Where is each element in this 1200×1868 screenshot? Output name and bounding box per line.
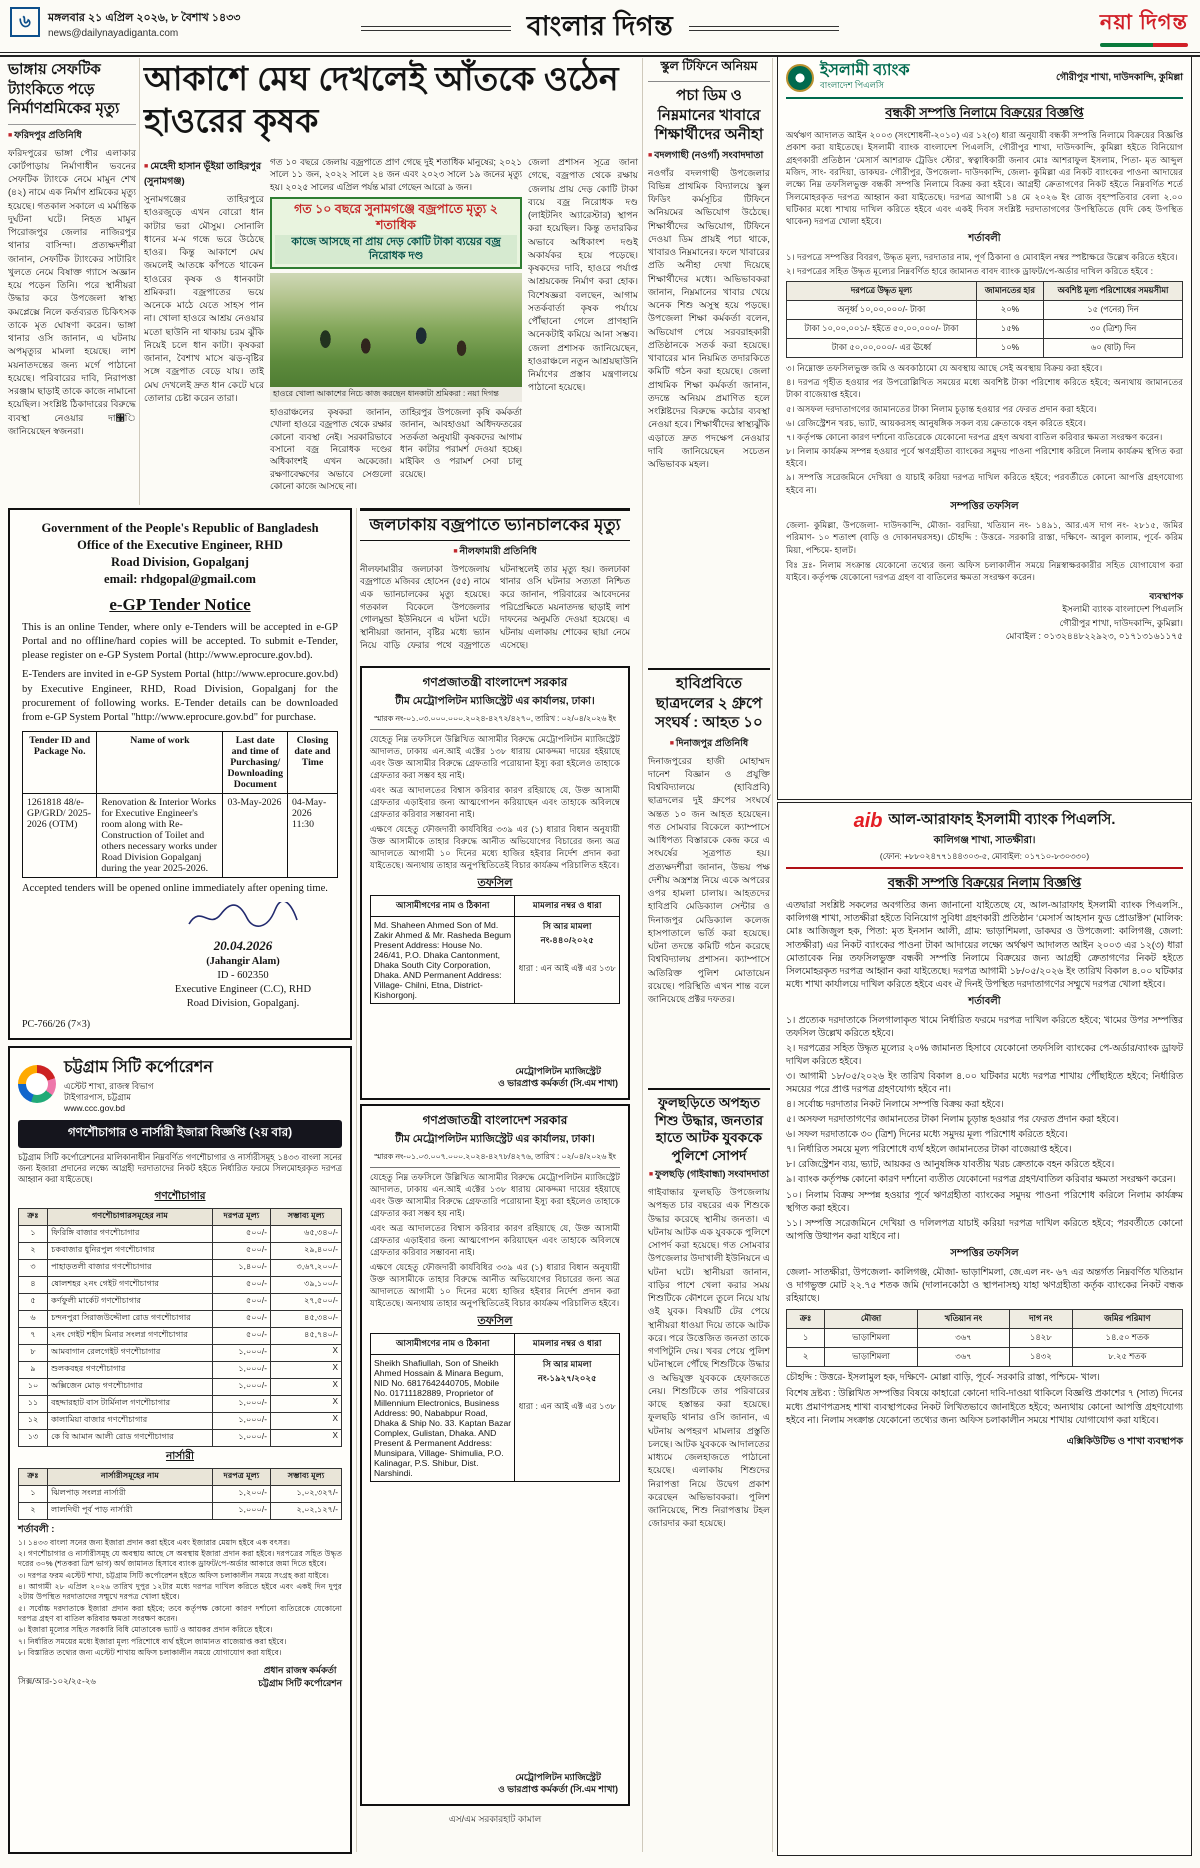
article-body: তাহিরপুর উপজেলা কৃষি কর্মকর্তা জানান, আবহাওয়া অধিদফতরের সতর্কতা অনুযায়ী কৃষকদের আগাম ধান কাটার পরামর্শ দেওয়া হচ্ছে। মাইকিং ও পরামর্শ সেবা চালু রয়েছে। [400, 406, 522, 479]
table-header-row: ক্রঃ গণশৌচাগারসমূহের নাম দরপত্র মূল্য সম্ভাব্য মূল্য [19, 1208, 342, 1225]
toilet-lease-table [18, 1208, 342, 1447]
term-item: ৯। ব্যাংক কর্তৃপক্ষ কোনো কারণ দর্শানো ব্যতীত যেকোনো দরপত্র গ্রহণ/বাতিল করিবার ক্ষমতা সংরক্ষণ করেন। [786, 1174, 1176, 1185]
term-item: ১১। সম্পত্তি সরেজমিনে দেখিয়া ও দলিলপত্র যাচাই করিয়া দরপত্র দাখিল করিতে হইবে; পরবর্তীতে কোনো আপত্তি উত্থাপন করা যাইবে না। [786, 1217, 1183, 1241]
schedule-heading: সম্পত্তির তফসিল [950, 1247, 1019, 1259]
table-header-row: ক্রঃ মৌজা খতিয়ান নং দাগ নং জমির পরিমাণ [787, 1310, 1183, 1329]
memo-line: স্মারক নং-০১.০৩.০০০.০০০.২০২৪-৪২৭২/৪২৭০, তারিখ : ০২/০৪/২০২৬ ইং [370, 713, 620, 730]
bank-name: আল-আরাফাহ ইসলামী ব্যাংক পিএলসি. [888, 812, 1116, 828]
signatory-office: Road Division, Gopalganj. [186, 998, 300, 1010]
term-item: ৭। নির্ধারিত সময়ের মধ্যে ইজারা মূল্য পরিশোধে ব্যর্থ হইলে জামানত বাজেয়াপ্ত করা হইবে। [18, 1636, 287, 1646]
press-reference: এস/এম সরকারহাট কামাল [448, 1814, 542, 1824]
table-row: ১১ বহদ্দারহাট বাস টার্মিনাল গণশৌচাগার ১,০০০/- X [19, 1395, 342, 1412]
tender-paragraph: E-Tenders are invited in e-GP System Portal (http://www.eprocure.gov.bd) by Executive Engineer, RHD, Road Division, Gopalganj for the procurement of following works. E-Tender details can be downloaded from e-GP System Portal "http://www.eprocure.gov.bd" for purchase. [22, 669, 338, 724]
case-section: ধারা : এন আই এক্ট এর ১৩৮ [518, 963, 616, 974]
lead-headline: আকাশে মেঘ দেখলেই আঁতকে ওঠেন হাওরের কৃষক [144, 60, 619, 139]
table-row: ৩ পাহাড়তলী বাজার গণশৌচাগার ১,৪০০/- ৩,৬৭,২০০/- [19, 1259, 342, 1276]
term-item: ১। দরপত্রে সম্পত্তির বিবরণ, উদ্ধৃত মূল্য, দরদাতার নাম, পূর্ণ ঠিকানা ও মোবাইল নম্বর স্পষ্টাক্ষরে উল্লেখ করিতে হইবে। [786, 251, 1178, 262]
term-item: ২। দরপত্রের সহিত উদ্ধৃত মূল্যের নিম্নবর্ণিত হারে জামানত বাবদ ব্যাংক ড্রাফট/পে-অর্ডার দাখিল করিতে হইবে : [786, 265, 1154, 276]
table-row [371, 1355, 620, 1482]
article-body: গাইবান্ধার ফুলছড়ি উপজেলায় অপহৃত চার বছরের এক শিশুকে উদ্ধার করেছে স্থানীয় জনতা। এ ঘটনায় আটক এক যুবককে পুলিশে সোপর্দ করা হয়েছে। গত সোমবার উপজেলার উদাখালী ইউনিয়নে এ ঘটনা ঘটে। স্থানীয়রা জানান, বাড়ির পাশে খেলা করার সময় শিশুটিকে কৌশলে তুলে নিয়ে যায় ওই যুবক। বিষয়টি টের পেয়ে স্থানীয়রা ধাওয়া দিয়ে তাকে আটক করে। পরে উত্তেজিত জনতা তাকে গণপিটুনি দেয়। খবর পেয়ে পুলিশ ঘটনাস্থলে পৌঁছে শিশুটিকে উদ্ধার ও অভিযুক্ত যুবককে হেফাজতে নেয়। শিশুটিকে তার পরিবারের কাছে হস্তান্তর করা হয়েছে। ফুলছড়ি থানার ওসি জানান, এ ঘটনায় অপহরণ মামলার প্রস্তুতি চলছে। আটক যুবককে আদালতের মাধ্যমে জেলহাজতে পাঠানো হয়েছে। এলাকায় শিশুদের নিরাপত্তা নিয়ে উদ্বেগ প্রকাশ করেছেন অভিভাবকরা। পুলিশ জানিয়েছে, শিশু নিরাপত্তায় টহল জোরদার করা হয়েছে। [648, 1187, 770, 1529]
term-item: ৭। নির্ধারিত সময়ে মূল্য পরিশোধে ব্যর্থ হইলে জামানতের টাকা বাজেয়াপ্ত হইবে। [786, 1144, 1072, 1155]
office-line: টীম মেট্রোপলিটন ম্যাজিস্ট্রেট এর কার্যালয়, ঢাকা। [395, 695, 595, 707]
terms-list-2 [786, 362, 1183, 496]
haor-field-photo [270, 273, 522, 387]
org-address-1: এস্টেট শাখা, রাজস্ব বিভাগ [64, 1081, 154, 1091]
ad-signatory: এক্সিকিউটিভ ও শাখা ব্যবস্থাপক [1066, 1435, 1183, 1447]
term-item: ৩। নিম্নোক্ত তফসিলভুক্ত জমি ও অবকাঠামো যে অবস্থায় আছে সেই অবস্থায় বিক্রয় করা হইবে। [786, 363, 1103, 374]
notice-paragraph: এবং অত্র আদালতের বিশ্বাস করিবার কারণ রহিয়াছে যে, উক্ত আসামী গ্রেফতার এড়াইবার জন্য আত্মগোপন করিয়াছেন এবং তাহাকে অবিলম্বে গ্রেফতার করিবার সম্ভাবনা নাই। [370, 785, 620, 820]
signatory-subtitle: ও ভারপ্রাপ্ত কর্মকর্তা (সি.এম শাখা) [498, 1078, 618, 1089]
photo-caption: হাওরে খোলা আকাশের নিচে কাজ করছেন ধানকাটা শ্রমিকরা : নয়া দিগন্ত [270, 387, 522, 401]
article-headline: পচা ডিম ও নিম্নমানের খাবারে শিক্ষার্থীদের অনীহা [654, 87, 764, 143]
signatory-title: মেট্রোপলিটন ম্যাজিস্ট্রেট [515, 1771, 601, 1782]
notice-title: বন্ধকী সম্পত্তি নিলামে বিক্রয়ের বিজ্ঞপ্তি [885, 105, 1084, 120]
tender-paragraph: This is an online Tender, where only e-Tenders will be accepted in e-GP Portal and no offline/hard copies will be accepted. To submit e-Tender, please register on e-GP System Portal (http://www.eprocure.gov.bd). [22, 621, 338, 662]
notice-paragraph: এক্ষণে যেহেতু ফৌজদারী কার্যবিধির ৩৩৯ এর (১) ধারার বিধান অনুযায়ী উক্ত আসামীকে তাহার বিরুদ্ধে আনীত অভিযোগের বিচারের জন্য অত্র আদালতে আগামী ১০ দিনের মধ্যে হাজির হইবার নির্দেশ প্রদান করা যাইতেছে। অন্যথায় তাহার অনুপস্থিতিতেই বিচার কার্যক্রম পরিচালিত হইবে। [370, 824, 620, 871]
article-byline: ■ নীলফামারী প্রতিনিধি [360, 545, 630, 560]
press-reference: PC-766/26 (7×3) [22, 1019, 91, 1030]
notice-title-bar: গণশৌচাগার ও নার্সারী ইজারা বিজ্ঞপ্তি (২য় বার) [18, 1120, 342, 1148]
article-body: হাওরাঞ্চলের কৃষকরা জানান, খোলা হাওরে বজ্রপাত থেকে রক্ষার কোনো ব্যবস্থা নেই। সরকারিভাবে বসানো বজ্র নিরোধক দণ্ডের অধিকাংশই এখন অকেজো। রক্ষণাবেক্ষণের অভাবে সেগুলো কোনো কাজে আসছে না। [270, 406, 392, 492]
term-item: ২। দরপত্রের সহিত উদ্ধৃত মূল্যের ২০% জামানত হিসাবে যেকোনো তফসিলি ব্যাংকের পে-অর্ডার/ব্যাংক ড্রাফট দাখিল করিতে হইবে। [786, 1043, 1183, 1067]
lead-column-3 [528, 156, 638, 505]
article-haor-lightning [144, 58, 638, 505]
ccc-header-text [64, 1054, 213, 1115]
article-school-tiffin [648, 58, 770, 660]
term-item: ১০। নিলাম বিক্রয় সম্পন্ন হওয়ার পূর্বে ঋণগ্রহীতা ব্যাংকের সমুদয় পাওনা পরিশোধ করিলে নিলাম কার্যক্রম স্থগিত করা হইবে। [786, 1189, 1183, 1213]
highlight-box [270, 197, 522, 269]
term-item: ৩। দরপত্র ফরম এস্টেট শাখা, চট্টগ্রাম সিটি কর্পোরেশন হইতে অফিস চলাকালীন সময়ে সংগ্রহ করা যাইবে। [18, 1570, 329, 1580]
table-header-row: আসামীগণের নাম ও ঠিকানা মামলার নম্বর ও ধারা [371, 1334, 620, 1355]
notice-paragraph: এবং অত্র আদালতের বিশ্বাস করিবার কারণ রহিয়াছে যে, উক্ত আসামী গ্রেফতার এড়াইবার জন্য আত্মগোপন করিয়াছেন এবং তাহাকে অবিলম্বে গ্রেফতার করিবার সম্ভাবনা নাই। [370, 1223, 620, 1258]
terms-heading: শর্তাবলী [968, 996, 1001, 1008]
bounds-text: চৌহদ্দি : উত্তরে- ইসলামুল হক, দক্ষিণে- মোল্লা বাড়ি, পূর্বে- সরকারি রাস্তা, পশ্চিমে- খাল। [786, 1372, 1100, 1383]
table-header-row: Tender ID and Package No. Name of work Last date and time of Purchasing/ Downloading Document Closing date and Time [23, 731, 338, 793]
table-row: ৮ আমবাগান রেলগেইট গণশৌচাগার ১,০০০/- X [19, 1344, 342, 1361]
tender-title: e-GP Tender Notice [109, 594, 251, 614]
deposit-rate-table [786, 281, 1183, 358]
notice-paragraph: এক্ষণে যেহেতু ফৌজদারী কার্যবিধির ৩৩৯ এর (১) ধারার বিধান অনুযায়ী উক্ত আসামীকে তাহার বিরুদ্ধে আনীত অভিযোগের বিচারের জন্য অত্র আদালতে আগামী ১০ দিনের মধ্যে হাজির হইবার নির্দেশ প্রদান করা যাইতেছে। অন্যথায় তাহার অনুপস্থিতিতেই বিচার কার্যক্রম পরিচালিত হইবে। [370, 1262, 620, 1309]
term-item: ৫। সর্বোচ্চ দরদাতাকে ইজারা প্রদান করা হইবে; তবে কর্তৃপক্ষ কোনো কারণ দর্শানো ব্যতিরেকে যেকোনো দরপত্র গ্রহণ বা বাতিল করিবার ক্ষমতা সংরক্ষণ করেন। [18, 1603, 342, 1624]
stats-text: গত ১০ বছরে জেলায় বজ্রপাতে প্রাণ গেছে দুই শতাধিক মানুষের; ২০২১ সালে ১১ জন, ২০২২ সালে ২৪ জন এবং ২০২৩ সালে ১৯ জনের মৃত্যু হয়। ২০২৫ সালের এপ্রিল পর্যন্ত মারা গেছেন আরো ৯ জন। [270, 157, 522, 192]
term-item: ৬। ইজারা মূল্যের সহিত সরকারি বিধি মোতাবেক ভ্যাট ও আয়কর প্রদান করিতে হইবে। [18, 1625, 273, 1635]
bank-identity [786, 809, 1183, 833]
table-row: ৬ চন্দনপুরা সিরাজউদ্দৌলা রোড গণশৌচাগার ৫০০/- ৪৫,৩৪০/- [19, 1310, 342, 1327]
property-table [786, 1309, 1183, 1367]
term-item: ৮। রেজিস্ট্রেশন ব্যয়, ভ্যাট, আয়কর ও আনুষঙ্গিক যাবতীয় খরচ ক্রেতাকে বহন করিতে হইবে। [786, 1159, 1115, 1170]
gov-line: গণপ্রজাতন্ত্রী বাংলাদেশ সরকার [422, 1113, 568, 1127]
table-row: ১০ অক্সিজেন মোড় গণশৌচাগার ১,০০০/- X [19, 1378, 342, 1395]
court-signatory [498, 1065, 618, 1090]
table-row: ২ চকবাজার ধুনিরপুল গণশৌচাগার ৫০০/- ২৯,৪০০/- [19, 1242, 342, 1259]
section-heading-toilets: গণশৌচাগার [154, 1189, 206, 1202]
ad-header [786, 63, 1183, 99]
page-header [0, 0, 1200, 52]
signatory-org: চট্টগ্রাম সিটি কর্পোরেশন [258, 1677, 342, 1688]
accused-table [370, 895, 620, 1004]
article-body: ফরিদপুরের ভাঙ্গা পৌর এলাকার কোর্টপাড়ায় নির্মাণাধীন ভবনের সেফটিক ট্যাংকে নেমে মামুন শেখ (৪২) নামে এক নির্মাণ শ্রমিকের মৃত্যু হয়েছে। গতকাল সকালে এ মর্মান্তিক দুর্ঘটনা ঘটে। নিহত মামুন পিরোজপুর জেলার নাজিরপুর থানার বাসিন্দা। প্রত্যক্ষদর্শীরা জানান, সেফটিক ট্যাংকের সাটারিং খুলতে নেমে বিষাক্ত গ্যাসে অজ্ঞান হয়ে পড়েন তিনি। পরে স্থানীয়রা উদ্ধার করে উপজেলা স্বাস্থ্য কমপ্লেক্সে নিলে কর্তব্যরত চিকিৎসক তাকে মৃত ঘোষণা করেন। ভাঙ্গা থানার ওসি জানান, এ ঘটনায় অপমৃত্যুর মামলা হয়েছে। লাশ ময়নাতদন্তের জন্য মর্গে পাঠানো হয়েছে। পরিবারের দাবি, নিরাপত্তা সরঞ্জাম ছাড়াই তাকে কাজে নামানো হয়েছিল। সংশ্লিষ্ট ঠিকাদারের বিরুদ্ধে ব্যবস্থা নেওয়ার দা঱ি জানিয়েছেন স্বজনরা। [8, 147, 136, 436]
tender-note: Accepted tenders will be opened online immediately after opening time. [22, 882, 328, 894]
article-jaldhaka-lightning [360, 508, 630, 660]
signatory-id: ID - 602350 [217, 969, 269, 981]
article-byline: ■ মেহেদী হাসান ভূঁইয়া তাহিরপুর (সুনামগঞ্জ) [144, 160, 264, 190]
org-website: www.ccc.gov.bd [64, 1103, 125, 1114]
article-headline: হাবিপ্রবিতে ছাত্রদলের ২ গ্রুপে সংঘর্ষ : আহত ১০ [648, 668, 770, 733]
ccc-signatory [258, 1664, 342, 1689]
nursery-lease-table [18, 1468, 342, 1520]
article-byline: ■ দিনাজপুর প্রতিনিধি [648, 737, 770, 752]
schedule-heading: তফসিল [477, 877, 513, 890]
lead-column-middle [270, 156, 522, 505]
contact-branch: গৌরীপুর শাখা, দাউদকান্দি, কুমিল্লা। [1059, 617, 1183, 628]
signatory-title: মেট্রোপলিটন ম্যাজিস্ট্রেট [515, 1065, 601, 1076]
column-rule [356, 508, 357, 1852]
terms-list [786, 251, 1183, 277]
term-item: ৪। সর্বোচ্চ দরদাতার নিকট নিলামে সম্পত্তি বিক্রয় করা হইবে। [786, 1099, 1004, 1110]
term-item: ৪। দরপত্র গৃহীত হওয়ার পর উপরোল্লিখিত সময়ের মধ্যে অবশিষ্ট টাকা পরিশোধ করিতে হইবে; অন্যথায় জামানতের টাকা বাজেয়াপ্ত হইবে। [786, 377, 1183, 400]
column-rule [139, 58, 140, 505]
signature-scribble [183, 902, 303, 932]
table-row: অনূর্ধ্ব ১০,০০,০০০/- টাকা ২০% ১৫ (পনের) দিন [787, 301, 1183, 320]
accused-details: Md. Shaheen Ahmed Son of Md. Zakir Ahmed & Mr. Rasheda Begum Present Address: House No. 246/41, P.O. Dhaka Cantonment, Dhaka South City Corporation, Dhaka. AND Permanent Address: Village- Chilni, Etna, District-Kishorgonj. [371, 917, 515, 1004]
article-fulchhari-rescue [648, 1088, 770, 1848]
contact-email: news@dailynayadiganta.com [48, 28, 179, 39]
notice-note: বিঃ দ্রঃ- নিলাম সংক্রান্ত যেকোনো তথ্যের জন্য অফিস চলাকালীন সময়ে নিম্নস্বাক্ষরকারীর সহিত যোগাযোগ করা যাইবে। কর্তৃপক্ষ যেকোনো দরপত্র গ্রহণ বা বাতিলের ক্ষমতা সংরক্ষণ করেন। [786, 559, 1183, 583]
signatory-title: প্রধান রাজস্ব কর্মকর্তা [263, 1665, 337, 1676]
egp-tender-notice [8, 508, 352, 1040]
case-number: সি আর মামলা নং-৪৪০/২০২৫ [540, 921, 594, 946]
article-byline: ■ ফরিদপুর প্রতিনিধি [8, 129, 136, 144]
table-row: ১ ভাড়াশিমলা ৩৬৭ ১৪২৮ ১৪.৫০ শতক [787, 1329, 1183, 1348]
islami-bank-logo-icon [786, 64, 814, 92]
page-number: ৬ [19, 10, 31, 31]
org-name: চট্টগ্রাম সিটি কর্পোরেশন [64, 1059, 213, 1076]
tender-table [22, 731, 338, 878]
date-line: মঙ্গলবার ২১ এপ্রিল ২০২৬, ৮ বৈশাখ ১৪৩৩ [48, 12, 241, 24]
term-item: ১। ১৪৩৩ বাংলা সনের জন্য ইজারা প্রদান করা হইবে এবং ইজারার মেয়াদ হইবে এক বৎসর। [18, 1537, 290, 1547]
article-headline: ভাঙ্গায় সেফটিক ট্যাংকিতে পড়ে নির্মাণশ্রমিকের মৃত্যু [8, 60, 136, 125]
term-item: ৫। অসফল দরদাতাগণের জামানতের টাকা নিলাম চূড়ান্ত হওয়ার পর ফেরত প্রদান করা হইবে। [786, 1114, 1119, 1125]
logo-swoosh-icon [1100, 43, 1188, 47]
masthead-rule-left [361, 26, 511, 31]
term-item: ৬। সফল দরদাতাকে ৩০ (ত্রিশ) দিনের মধ্যে সমুদয় মূল্য পরিশোধ করিতে হইবে। [786, 1129, 1068, 1140]
masthead-rule-right [689, 26, 839, 31]
section-masthead-title: বাংলার দিগন্ত [526, 11, 674, 41]
term-item: ২। গণশৌচাগার ও নার্সারীসমূহ যে অবস্থায় আছে সে অবস্থায় ইজারা প্রদান করা হইবে। দরপত্রের সহিত উদ্ধৃত দরের ৩০% (শতকরা ত্রিশ ভাগ) অর্থ জামানত হিসাবে ব্যাংক ড্রাফট/পে-অর্ডার আকারে জমা দিতে হইবে। [18, 1549, 342, 1569]
table-header-row: ক্রঃ নার্সারীসমূহের নাম দরপত্র মূল্য সম্ভাব্য মূল্য [19, 1468, 342, 1485]
case-number: সি আর মামলা নং-১৯২৭/২০২৫ [537, 1359, 597, 1384]
table-row: ৯ শুলকবহর গণশৌচাগার ১,০০০/- X [19, 1361, 342, 1378]
email-line: email: rhdgopal@gmail.com [104, 571, 256, 586]
contact-block [786, 590, 1183, 644]
terms-list [18, 1538, 342, 1658]
notice-intro: চট্টগ্রাম সিটি কর্পোরেশনের মালিকানাধীন নিম্নবর্ণিত গণশৌচাগার ও নার্সারীসমূহ ১৪৩৩ বাংলা সনের জন্য ইজারা প্রদানের লক্ষ্যে আগ্রহী দরদাতাদের নিকট হইতে নির্ধারিত ফরমে সিলমোহরকৃত দরপত্র আহ্বান করা যাইতেছে। [18, 1151, 342, 1185]
article-body: দিনাজপুরের হাজী মোহাম্মদ দানেশ বিজ্ঞান ও প্রযুক্তি বিশ্ববিদ্যালয়ে (হাবিপ্রবি) ছাত্রদলের দুই গ্রুপের সংঘর্ষে অন্তত ১০ জন আহত হয়েছেন। গত সোমবার বিকেলে ক্যাম্পাসে আধিপত্য বিস্তারকে কেন্দ্র করে এ সংঘর্ষের সূত্রপাত হয়। প্রত্যক্ষদর্শীরা জানান, উভয় পক্ষ দেশীয় অস্ত্রশস্ত্র নিয়ে একে অপরের ওপর হামলা চালায়। আহতদের হাবিপ্রবি মেডিক্যাল সেন্টার ও দিনাজপুর মেডিক্যাল কলেজ হাসপাতালে ভর্তি করা হয়েছে। ঘটনা তদন্তে কমিটি গঠন করেছে বিশ্ববিদ্যালয় প্রশাসন। ক্যাম্পাসে অতিরিক্ত পুলিশ মোতায়েন রয়েছে। পরিস্থিতি এখন শান্ত বলে জানিয়েছে প্রক্টর দফতর। [648, 755, 770, 1004]
accused-table [370, 1333, 620, 1482]
article-habiprabi-clash [648, 668, 770, 1082]
notice-intro: এতদ্বারা সংশ্লিষ্ট সকলের অবগতির জন্য জানানো যাইতেছে যে, আল-আরাফাহ ইসলামী ব্যাংক পিএলসি., কালিগঞ্জ শাখা, সাতক্ষীরা হইতে বিনিয়োগ সুবিধা গ্রহণকারী প্রতিষ্ঠান ‘মেসার্স আহসান ফুড প্রোডাক্টস’ (মালিক: মোঃ আজিজুল হক, পিতা: মৃত ইনসান আলী, গ্রাম: ভাড়াশিমলা, ডাকঘর ও উপজেলা: কালিগঞ্জ, জেলা: সাতক্ষীরা) এর নিকট ব্যাংকের পাওনা টাকা আদায়ের লক্ষ্যে অর্থঋণ আদালত আইন ২০০৩ এর ১২(৩) ধারা মোতাবেক নিম্ন তফসিলভুক্ত বন্ধকী সম্পত্তি নিলামে বিক্রয়ের জন্য আগ্রহী ক্রেতাগণের নিকট হইতে সিলমোহরকৃত দরপত্র আহ্বান করা যাইতেছে। দরপত্র আগামী ১৮/০৫/২০২৬ ইং তারিখ বিকাল ৪.০০ ঘটিকার মধ্যে শাখা কার্যালয়ে দাখিল করিতে হইবে এবং ঐ দিনই উপস্থিত দরদাতাগণের সম্মুখে দরপত্র খোলা হইবে। [786, 900, 1183, 990]
term-item: ৯। সম্পত্তি সরেজমিনে দেখিয়া ও যাচাই করিয়া দরপত্র দাখিল করিতে হইবে; পরবর্তীতে কোনো আপত্তি গ্রহণযোগ্য হইবে না। [786, 472, 1183, 495]
article-headline: ফুলছড়িতে অপহৃত শিশু উদ্ধার, জনতার হাতে আটক যুবককে পুলিশে সোপর্দ [648, 1088, 770, 1164]
contact-designation: ব্যবস্থাপক [1149, 590, 1183, 601]
term-item: ৭। কর্তৃপক্ষ কোনো কারণ দর্শানো ব্যতিরেকে যেকোনো দরপত্র গ্রহণ অথবা বাতিল করিবার ক্ষমতা সংরক্ষণ করেন। [786, 431, 1163, 442]
highlight-line-1: গত ১০ বছরে সুনামগঞ্জে বজ্রপাতে মৃত্যু ২ শতাধিক [294, 201, 498, 232]
notice-intro: অর্থঋণ আদালত আইন ২০০৩ (সংশোধনী-২০১০) এর ১২(৩) ধারা অনুযায়ী বন্ধকী সম্পত্তি নিলামে বিক্রয়ের বিজ্ঞপ্তি প্রকাশ করা যাইতেছে। ইসলামী ব্যাংক বাংলাদেশ পিএলসি, গৌরীপুর শাখা, দাউদকান্দি, কুমিল্লা হইতে বিনিয়োগ গ্রহণকারী প্রতিষ্ঠান ‘মেসার্স আশরাফ ট্রেডিং স্টোর’, স্বত্বাধিকারী জনাব মোঃ আশরাফুল ইসলাম, পিতা- মৃত আব্দুল মজিদ, সাং- বরদিয়া, ডাকঘর- গৌরীপুর, উপজেলা- দাউদকান্দি, জেলা- কুমিল্লা এর নিকট ব্যাংকের পাওনা আদায়ের লক্ষ্যে নিম্ন তফসিলভুক্ত বন্ধকী সম্পত্তি নিলামে বিক্রয় করা হইবে। আগ্রহী ক্রেতাগণের নিকট হইতে নিম্নবর্ণিত শর্তে সিলমোহরকৃত দরপত্র আহ্বান করা যাইতেছে। দরপত্র আগামী ১৪ মে ২০২৬ ইং রোজ বৃহস্পতিবার বেলা ২.০০ ঘটিকার মধ্যে শাখায় দাখিল করিতে হইবে এবং একই দিবস সংশ্লিষ্ট দরদাতাগণের উপস্থিতিতে (যদি কেহ উপস্থিত থাকেন) দরপত্র খোলা হইবে। [786, 130, 1183, 227]
office-line: টীম মেট্রোপলিটন ম্যাজিস্ট্রেট এর কার্যালয়, ঢাকা। [395, 1133, 595, 1145]
term-item: ৩। আগামী ১৮/০৫/২০২৬ ইং তারিখ বিকাল ৪.০০ ঘটিকার মধ্যে দরপত্র শাখায় পৌঁছাইতে হইবে; নির্ধারিত সময়ের পরে প্রাপ্ত দরপত্র গ্রহণযোগ্য হইবে না। [786, 1071, 1183, 1095]
term-item: ৪। আগামী ২৮ এপ্রিল ২০২৬ তারিখ দুপুর ১২টার মধ্যে দরপত্র দাখিল করিতে হইবে এবং একই দিন দুপুর ২টায় উপস্থিত দরদাতাদের সম্মুখে দরপত্র খোলা হইবে। [18, 1582, 342, 1602]
ccc-lease-notice [8, 1046, 352, 1854]
section-heading-nursery: নার্সারী [165, 1449, 195, 1462]
office-line: Office of the Executive Engineer, RHD [77, 537, 283, 552]
gov-line: গণপ্রজাতন্ত্রী বাংলাদেশ সরকার [422, 675, 568, 689]
aib-logo-icon: aib [853, 810, 883, 832]
court-notice-1 [360, 666, 630, 1100]
gov-line: Government of the People's Republic of Bangladesh [41, 521, 319, 535]
article-septic-tank-death [8, 60, 136, 504]
islami-bank-auction-notice [777, 56, 1192, 800]
article-byline: ■ ফুলছড়ি (গাইবান্ধা) সংবাদদাতা [648, 1168, 770, 1183]
term-item: ৮। বিস্তারিত তথ্যের জন্য এস্টেট শাখায় অফিস চলাকালীন সময়ে যোগাযোগ করা যাইবে। [18, 1647, 282, 1657]
terms-heading: শর্তাবলী : [18, 1523, 55, 1535]
ccc-logo-icon [18, 1065, 56, 1103]
org-address-2: টাইগারপাস, চট্টগ্রাম [64, 1092, 132, 1103]
table-row: ৫ কর্ণফুলী মার্কেট গণশৌচাগার ৫০০/- ২৭,৫০০/- [19, 1293, 342, 1310]
ccc-footer [18, 1664, 342, 1689]
term-item: ১। প্রত্যেক দরদাতাকে সিলগালাকৃত খামে নির্ধারিত ফরমে দরপত্র দাখিল করিতে হইবে; খামের উপর সম্পত্তির তফসিল উল্লেখ করিতে হইবে। [786, 1015, 1183, 1039]
schedule-text: জেলা- সাতক্ষীরা, উপজেলা- কালিগঞ্জ, মৌজা- ভাড়াশিমলা, জে.এল নং- ৬৭ এর অন্তর্গত নিম্নবর্ণিত খতিয়ান ও দাগভুক্ত মোট ২২.৭৫ শতক জমি (দালানকোঠা ও স্থাপনাসহ) যাহা ঋণগ্রহীতা কর্তৃক ব্যাংকের নিকট বন্ধক রহিয়াছে। [786, 1266, 1183, 1303]
term-item: ৬। রেজিস্ট্রেশন খরচ, ভ্যাট, আয়করসহ আনুষঙ্গিক সকল ব্যয় ক্রেতাকে বহন করিতে হইবে। [786, 417, 1086, 428]
signatory-title: Executive Engineer (C.C), RHD [174, 983, 312, 995]
article-byline: ■ বদলগাছী (নওগাঁ) সংবাদদাতা [648, 149, 770, 164]
naya-diganta-logo [1100, 6, 1188, 47]
column-rule [642, 58, 643, 1852]
al-arafah-auction-notice [777, 802, 1192, 1856]
accused-details: Sheikh Shafiullah, Son of Sheikh Ahmed Hossain & Minara Begum, NID No. 6817642440705, Mobile No. 01711182889, Proprietor of Millennium Electronics, Business Address: 90, Nababpur Road, Dhaka & Ship No. 33. Kaptan Bazar Complex, Gulistan, Dhaka. AND Present & Permanent Address: Munsipara, Village- Shimulia, P.O. Kalinagar, P.S. Shibur, Dist. Narshindi. [371, 1355, 515, 1482]
table-row: ৭ ২নং গেইট শহীদ মিনার সংলগ্ন গণশৌচাগার ৫০০/- ৪৫,৭৪০/- [19, 1327, 342, 1344]
notice-title: বন্ধকী সম্পত্তি বিক্রয়ের নিলাম বিজ্ঞপ্তি [887, 875, 1082, 890]
table-row: ৪ ষোলশহর ২নং গেইট গণশৌচাগার ৫০০/- ৩৯,১০০/- [19, 1276, 342, 1293]
terms-list [786, 1014, 1183, 1242]
press-reference: সিক্স/আর-১০২/২৫-২৬ [18, 1676, 96, 1687]
branch-name: গৌরীপুর শাখা, দাউদকান্দি, কুমিল্লা [1055, 71, 1183, 83]
table-row: ২ লালদিঘী পূর্ব পাড় নার্সারী ১,০০০/- ২,০২,১২৭/- [19, 1502, 342, 1519]
table-header-row: আসামীগণের নাম ও ঠিকানা মামলার নম্বর ও ধারা [371, 896, 620, 917]
column-rule [772, 58, 773, 1852]
branch-name: কালিগঞ্জ শাখা, সাতক্ষীরা। [933, 835, 1036, 846]
masthead [0, 6, 1200, 51]
memo-line: স্মারক নং-০১.০৩.০০৭.০০০.২০২৪-৪২৭৮/৪২৭৬, তারিখ : ০২/০৪/২০২৬ ইং [370, 1151, 620, 1168]
table-row: ১ ঝিলপাড় সংলগ্ন নার্সারী ১,২০০/- ১,০২,৩২৭/- [19, 1485, 342, 1502]
term-item: ৫। অসফল দরদাতাগণের জামানতের টাকা নিলাম চূড়ান্ত হওয়ার পর ফেরত প্রদান করা হইবে। [786, 403, 1097, 414]
article-body: নওগাঁর বদলগাছী উপজেলার বিভিন্ন প্রাথমিক বিদ্যালয়ে স্কুল ফিডিং কর্মসূচির টিফিনে অনিয়মের অভিযোগ উঠেছে। শিক্ষার্থীদের অভিযোগ, টিফিনে দেওয়া ডিম প্রায়ই পচা থাকে, খাবারও নিম্নমানের। ফলে খাবারের প্রতি অনীহা দেখা দিয়েছে শিক্ষার্থীদের মধ্যে। অভিভাবকরা জানান, নিম্নমানের খাবার খেয়ে অনেক শিশু অসুস্থ হয়ে পড়ছে। উপজেলা শিক্ষা কর্মকর্তা বলেন, অভিযোগ পেয়ে সরবরাহকারী প্রতিষ্ঠানকে সতর্ক করা হয়েছে। খাবারের মান নিয়মিত তদারকিতে কমিটি গঠন করা হয়েছে। জেলা প্রাথমিক শিক্ষা কর্মকর্তা জানান, তদন্তে অনিয়ম প্রমাণিত হলে সংশ্লিষ্টদের বিরুদ্ধে কঠোর ব্যবস্থা নেওয়া হবে। শিক্ষার্থীদের স্বাস্থ্যঝুঁকি এড়াতে দ্রুত পদক্ষেপ নেওয়ার দাবি জানিয়েছেন সচেতন অভিভাবক মহল। [648, 167, 770, 469]
table-header-row: দরপত্রে উদ্ধৃত মূল্য জামানতের হার অবশিষ্ট মূল্য পরিশোধের সময়সীমা [787, 282, 1183, 301]
court-signatory [498, 1771, 618, 1796]
lead-column-1 [144, 156, 264, 505]
bank-name: ইসলামী ব্যাংক [820, 62, 910, 79]
division-line: Road Division, Gopalganj [111, 554, 249, 569]
contact-bank: ইসলামী ব্যাংক বাংলাদেশ পিএলসি [1062, 604, 1183, 615]
case-cell [515, 917, 620, 1004]
contact-mobile: মোবাইল : ০১৩২৪৪৮২২৯২৩, ০১৭১৩১৬১১৭৫ [1005, 631, 1183, 642]
schedule-heading: তফসিল [477, 1315, 513, 1328]
term-item: ৮। নিলাম কার্যক্রম সম্পন্ন হওয়ার পূর্বে ঋণগ্রহীতা ব্যাংকের সমুদয় পাওনা পরিশোধ করিলে নিলাম কার্যক্রম স্থগিত করা হইবে। [786, 446, 1183, 469]
lead-subcolumns [270, 406, 522, 493]
table-row: ২ ভাড়াশিমলা ৩৬৭ ১৪৩২ ৮.২৫ শতক [787, 1348, 1183, 1367]
bank-subtitle: বাংলাদেশ পিএলসি [820, 80, 884, 90]
table-row: টাকা ১০,০০,০০১/- হইতে ৫০,০০,০০০/- টাকা ১৫% ৩০ (ত্রিশ) দিন [787, 320, 1183, 339]
table-row [371, 917, 620, 1004]
case-section: ধারা : এন আই এক্ট এর ১৩৮ [518, 1401, 616, 1412]
bank-name-block [820, 63, 910, 93]
signatory-subtitle: ও ভারপ্রাপ্ত কর্মকর্তা (সি.এম শাখা) [498, 1784, 618, 1795]
article-headline: জলঢাকায় বজ্রপাতে ভ্যানচালকের মৃত্যু [360, 508, 630, 541]
article-kicker: স্কুল টিফিনে অনিয়ম [648, 58, 770, 82]
bank-identity [786, 63, 910, 93]
table-row: ১২ কালামিয়া বাজার গণশৌচাগার ১,০০০/- X [19, 1412, 342, 1429]
signature-block [148, 902, 338, 1011]
case-cell [515, 1355, 620, 1482]
notice-note: বিশেষ দ্রষ্টব্য : উল্লিখিত সম্পত্তির বিষয়ে কাহারো কোনো দাবি-দাওয়া থাকিলে বিজ্ঞপ্তি প্রকাশের ৭ (সাত) দিনের মধ্যে প্রমাণপত্রসহ শাখা ব্যবস্থাপকের নিকট লিখিতভাবে জানাইতে হইবে; অন্যথায় কোনো আপত্তি গ্রহণযোগ্য হইবে না। নিলাম সংক্রান্ত যেকোনো তথ্যের জন্য অফিস চলাকালীন সময়ে শাখায় যোগাযোগ করা যাইবে। [786, 1388, 1183, 1425]
article-body: জেলা প্রশাসন সূত্রে জানা গেছে, বজ্রপাত থেকে রক্ষায় জেলায় প্রায় দেড় কোটি টাকা ব্যয়ে বজ্র নিরোধক দণ্ড (লাইটনিং অ্যারেস্টার) স্থাপন করা হয়েছিল। কিন্তু তদারকির অভাবে অধিকাংশ দণ্ডই অকার্যকর হয়ে পড়েছে। কৃষকদের দাবি, হাওরে পর্যাপ্ত আশ্রয়কেন্দ্র নির্মাণ করা হোক। বিশেষজ্ঞরা বলছেন, আগাম সতর্কবার্তা কৃষক পর্যায়ে পৌঁছানো গেলে প্রাণহানি অনেকটাই কমিয়ে আনা সম্ভব। জেলা প্রশাসক জানিয়েছেন, হাওরাঞ্চলে নতুন আশ্রয়ছাউনি নির্মাণের প্রস্তাব মন্ত্রণালয়ে পাঠানো হয়েছে। [528, 157, 638, 393]
ccc-header [18, 1054, 342, 1115]
table-row: টাকা ৫০,০০,০০০/- এর ঊর্ধ্বে ১০% ৬০ (ষাট) দিন [787, 339, 1183, 358]
schedule-heading: সম্পত্তির তফসিল [950, 500, 1019, 512]
terms-heading: শর্তাবলী [968, 232, 1001, 244]
branch-phone: (ফোন: +৮৮০২৪৭৭১৪৪৩০৩-৫, মোবাইল: ০১৭১০-৮৩০৩৩০) [879, 851, 1090, 861]
article-body: সুনামগঞ্জের তাহিরপুরে হাওরজুড়ে এখন বোরো ধান কাটার ভরা মৌসুম। সোনালি ধানের ম-ম গন্ধে ভরে উঠেছে হাওর। কিন্তু আকাশে মেঘ জমলেই আতঙ্কে কাঁপতে থাকেন হাওরের কৃষক ও ধানকাটা শ্রমিকরা। বজ্রপাতের ভয়ে অনেকে মাঠে যেতে সাহস পান না। খোলা হাওরে আশ্রয় নেওয়ার মতো ছাউনি না থাকায় চরম ঝুঁকি নিয়েই চলে ধান কাটা। কৃষকরা জানান, বৈশাখ মাসে ঝড়-বৃষ্টির সঙ্গে বজ্রপাত বেড়ে যায়। তাই মেঘ দেখলেই দ্রুত ধান কেটে ঘরে তোলার চেষ্টা করেন তারা। [144, 194, 264, 403]
logo-text: নয়া দিগন্ত [1099, 11, 1188, 34]
ad-header [786, 809, 1183, 869]
table-row: ১৩ কে বি আমান আলী রোড গণশৌচাগার ১,০০০/- X [19, 1429, 342, 1446]
table-row: 1261818 48/e-GP/GRD/ 2025-2026 (OTM) Renovation & Interior Works for Executive Engineer's room along with Re-Construction of Toilet and others necessary works under Road Division Gopalganj during the year 2025-2026. 03-May-2026 04-May-2026 11:30 [23, 793, 338, 877]
signatory-name: (Jahangir Alam) [206, 955, 280, 967]
article-body: নীলফামারীর জলঢাকা উপজেলায় বজ্রপাতে মজিবর হোসেন (৫৫) নামে এক ভ্যানচালকের মৃত্যু হয়েছে। গতকাল বিকেলে উপজেলার গোলমুন্ডা ইউনিয়নে এ ঘটনা ঘটে। স্থানীয়রা জানান, বৃষ্টির মধ্যে ভ্যান নিয়ে বাড়ি ফেরার পথে বজ্রপাতে ঘটনাস্থলেই তার মৃত্যু হয়। জলঢাকা থানার ওসি ঘটনার সত্যতা নিশ্চিত করে জানান, পরিবারের আবেদনের পরিপ্রেক্ষিতে ময়নাতদন্ত ছাড়াই লাশ দাফনের অনুমতি দেওয়া হয়েছে। এ ঘটনায় এলাকায় শোকের ছায়া নেমে এসেছে। [360, 563, 630, 650]
schedule-text: জেলা- কুমিল্লা, উপজেলা- দাউদকান্দি, মৌজা- বরদিয়া, খতিয়ান নং- ১৪৯১, আর.এস দাগ নং- ২৮১৫, জমির পরিমাণ- ১০ শতাংশ (বাড়ি ও দোকানঘরসহ)। চৌহদ্দি : উত্তরে- সরকারি রাস্তা, দক্ষিণে- আবুল কালাম, পূর্বে- করিম মিয়া, পশ্চিমে- হালট। [786, 519, 1183, 555]
notice-paragraph: যেহেতু নিম্ন তফসিলে উল্লিখিত আসামীর বিরুদ্ধে মেট্রোপলিটন ম্যাজিস্ট্রেট আদালত, ঢাকায় এন.আই এক্টের ১৩৮ ধারায় মোকদ্দমা দায়ের হইয়াছে এবং উক্ত আসামীর বিরুদ্ধে গ্রেফতারি পরোয়ানা ইস্যু করা হইলেও তাহাকে গ্রেফতার করা সম্ভব হয় নাই। [370, 734, 620, 781]
court-notice-2 [360, 1104, 630, 1806]
notice-paragraph: যেহেতু নিম্ন তফসিলে উল্লিখিত আসামীর বিরুদ্ধে মেট্রোপলিটন ম্যাজিস্ট্রেট আদালত, ঢাকায় এন.আই এক্টের ১৩৮ ধারায় মোকদ্দমা দায়ের হইয়াছে এবং উক্ত আসামীর বিরুদ্ধে গ্রেফতারি পরোয়ানা ইস্যু করা হইলেও তাহাকে গ্রেফতার করা সম্ভব হয় নাই। [370, 1172, 620, 1219]
signature-date: 20.04.2026 [213, 938, 273, 954]
table-row: ১ ফিরিঙ্গি বাজার গণশৌচাগার ৫০০/- ৬৫,৩৪০/- [19, 1225, 342, 1242]
highlight-line-2: কাজে আসছে না প্রায় দেড় কোটি টাকা ব্যয়ের বজ্র নিরোধক দণ্ড [275, 235, 517, 264]
